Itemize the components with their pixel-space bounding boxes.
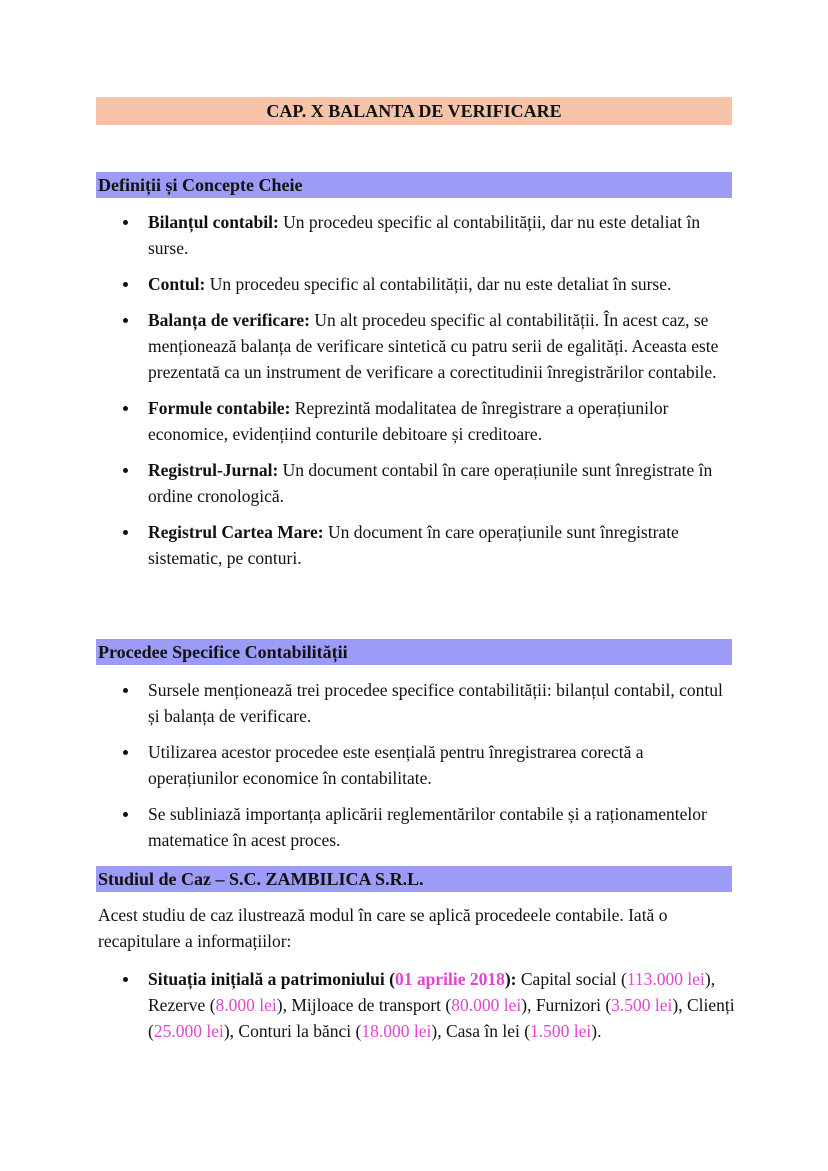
entry-label: Conturi la bănci [238,1021,352,1041]
list-item [96,801,736,853]
definition: Un alt procedeu specific al contabilității. În acest caz, se menționează balanța de verificare sintetică cu patru serii de egalități. Aceasta este prezentată ca un instrument de verificare a corectitudinii înregistrărilor contabile. [148,310,719,382]
value-highlight: 1.500 lei [530,1021,592,1041]
bullet-icon [123,282,128,287]
bullet-icon [123,688,128,693]
bullet-icon [123,468,128,473]
value-highlight: 8.000 lei [215,995,277,1015]
entry-label: Capital social [520,969,617,989]
case-study-list [96,966,736,1054]
list-item-text: Se subliniază importanța aplicării reglementărilor contabile și a raționamentelor matematice în acest proces. [148,804,707,850]
entry-label: Casa în lei [445,1021,520,1041]
entry-label: Clienți [687,995,735,1015]
procedures-list [96,677,736,863]
list-item [96,271,736,297]
bullet-icon [123,812,128,817]
list-item [96,395,736,447]
value-highlight: 3.500 lei [611,995,673,1015]
value-highlight: 113.000 lei [626,969,705,989]
definition: Un document în care operațiunile sunt înregistrate sistematic, pe conturi. [148,522,679,568]
value-highlight: 25.000 lei [153,1021,224,1041]
bullet-icon [123,750,128,755]
list-item [96,307,736,385]
bullet-icon [123,977,128,982]
entry-label: Rezerve [148,995,206,1015]
definition: Reprezintă modalitatea de înregistrare a operațiunilor economice, evidențiind conturile debitoare și creditoare. [148,398,669,444]
bullet-icon [123,530,128,535]
entry-label: Furnizori [535,995,601,1015]
term: Registrul Cartea Mare: [148,522,324,542]
entry-label: Mijloace de transport [291,995,442,1015]
list-item [96,677,736,729]
definition: Un document contabil în care operațiunile sunt înregistrate în ordine cronologică. [148,460,713,506]
date-highlight: 01 aprilie 2018 [394,969,505,989]
term: Registrul-Jurnal: [148,460,279,480]
section-heading-procedures: Procedee Specifice Contabilității [96,639,732,665]
definition: Un procedeu specific al contabilității, dar nu este detaliat în surse. [205,274,672,294]
bullet-icon [123,406,128,411]
chapter-title: CAP. X BALANTA DE VERIFICARE [96,97,732,125]
list-item-text: Utilizarea acestor procedee este esențială pentru înregistrarea corectă a operațiunilor economice în contabilitate. [148,742,644,788]
list-item [96,519,736,571]
term: Formule contabile: [148,398,291,418]
term: Situația inițială a patrimoniului [148,969,385,989]
term: Balanța de verificare: [148,310,310,330]
section-heading-case-study: Studiul de Caz – S.C. ZAMBILICA S.R.L. [96,866,732,892]
bullet-icon [123,220,128,225]
term: Bilanțul contabil: [148,212,279,232]
list-item [96,739,736,791]
definitions-list [96,209,736,581]
section-heading-definitions: Definiții și Concepte Cheie [96,172,732,198]
term: Contul: [148,274,206,294]
list-item [96,209,736,261]
case-study-intro: Acest studiu de caz ilustrează modul în care se aplică procedeele contabile. Iată o recapitulare a informațiilor: [98,905,668,951]
bullet-icon [123,318,128,323]
definition: Un procedeu specific al contabilității, dar nu este detaliat în surse. [148,212,701,258]
value-highlight: 18.000 lei [361,1021,432,1041]
list-item: Situația inițială a patrimoniului (01 aprilie 2018): Capital social (113.000 lei), Rezerve (8.000 lei), Mijloace de transport (80.000 lei), Furnizori (3.500 lei), Clienți (25.000 lei), Conturi la bănci (18.000 lei), Casa în lei (1.500 lei). [96,966,736,1044]
list-item-text: Sursele menționează trei procedee specifice contabilității: bilanțul contabil, contul și balanța de verificare. [148,680,723,726]
list-item [96,457,736,509]
value-highlight: 80.000 lei [451,995,522,1015]
